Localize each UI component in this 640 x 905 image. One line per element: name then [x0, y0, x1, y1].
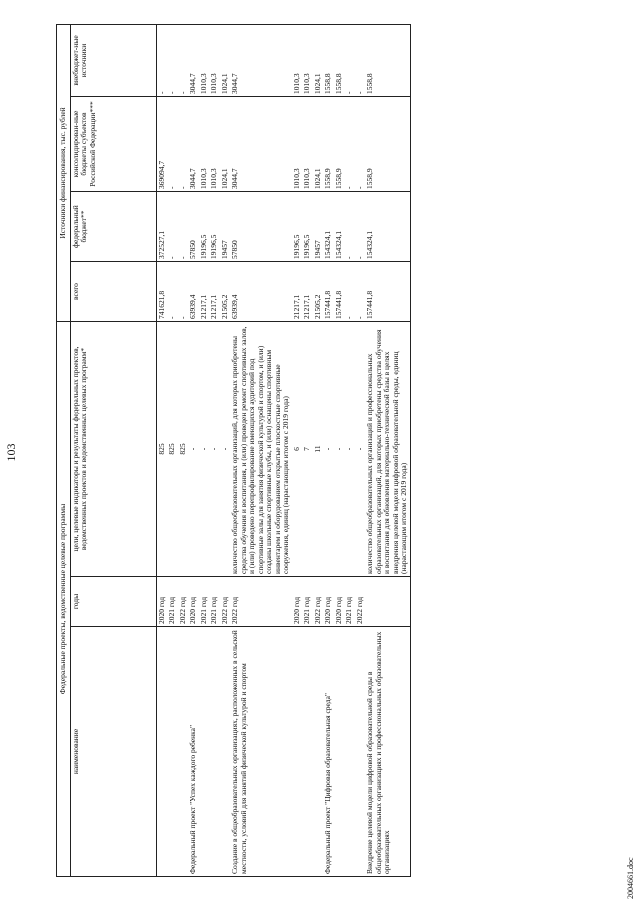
cell-name [167, 627, 178, 877]
funding-table [56, 24, 411, 877]
table-row [199, 24, 210, 876]
cell-federal: - [344, 192, 355, 262]
cell-year: 2022 год [355, 577, 366, 627]
table-row [209, 24, 220, 876]
cell-federal: 154324,1 [334, 192, 345, 262]
cell-total: 157441,8 [365, 262, 410, 322]
table-row [178, 24, 189, 876]
cell-extra: 1010,3 [302, 24, 313, 96]
cell-name [292, 627, 303, 877]
cell-federal: - [178, 192, 189, 262]
cell-total: 21505,2 [220, 262, 231, 322]
cell-goal: - [220, 322, 231, 577]
cell-name [334, 627, 345, 877]
cell-total: 21217,1 [292, 262, 303, 322]
cell-goal: 825 [156, 322, 167, 577]
table-row [292, 24, 303, 876]
cell-goal: - [188, 322, 199, 577]
cell-goal: - [199, 322, 210, 577]
cell-year: 2021 год [199, 577, 210, 627]
table-row [220, 24, 231, 876]
cell-federal: 154324,1 [365, 192, 410, 262]
cell-name [178, 627, 189, 877]
cell-federal: - [167, 192, 178, 262]
cell-name [355, 627, 366, 877]
header-years: годы [70, 577, 156, 627]
cell-extra: - [156, 24, 167, 96]
header-name: наименование [70, 627, 156, 877]
cell-extra: 1558,8 [365, 24, 410, 96]
cell-name [313, 627, 324, 877]
header-extra-budget: внебюджет-ные источники [70, 24, 156, 96]
cell-year: 2021 год [209, 577, 220, 627]
cell-federal: 372527,1 [156, 192, 167, 262]
table-row [323, 24, 334, 876]
cell-extra: - [344, 24, 355, 96]
cell-extra: - [178, 24, 189, 96]
cell-goal: 11 [313, 322, 324, 577]
cell-goal: - [323, 322, 334, 577]
cell-year: 2020 год [292, 577, 303, 627]
cell-extra: 3044,7 [188, 24, 199, 96]
cell-year [365, 577, 410, 627]
table-row [313, 24, 324, 876]
cell-name [220, 627, 231, 877]
cell-federal: 154324,1 [323, 192, 334, 262]
cell-total: 157441,8 [323, 262, 334, 322]
cell-name [209, 627, 220, 877]
cell-total: 157441,8 [334, 262, 345, 322]
header-funding-sources: Источники финансирования, тыс. рублей [57, 24, 71, 321]
cell-total: 63939,4 [188, 262, 199, 322]
cell-regional: - [178, 97, 189, 192]
footer-doc-name: 2004661.doc [626, 857, 635, 899]
cell-regional: - [355, 97, 366, 192]
header-federal-budget: федеральный бюджет** [70, 192, 156, 262]
cell-total: - [178, 262, 189, 322]
cell-regional: 1010,3 [199, 97, 210, 192]
cell-regional: 3044,7 [230, 97, 292, 192]
cell-year: 2020 год [188, 577, 199, 627]
cell-year: 2022 год [313, 577, 324, 627]
cell-extra: 3044,7 [230, 24, 292, 96]
cell-federal: 19196,5 [292, 192, 303, 262]
cell-regional: 1558,9 [334, 97, 345, 192]
cell-extra: - [167, 24, 178, 96]
table-row [230, 24, 292, 876]
cell-name: Внедрение целевой модели цифровой образовательной среды в общеобразовательных организациях и профессиональных образовательных организациях [365, 627, 410, 877]
cell-year: 2022 год [178, 577, 189, 627]
table-body [156, 24, 410, 876]
cell-goal: количество общеобразовательных организаций, для которых приобретены средства обучения и воспитания, и (или) проведен ремонт спортивных залов, и (или) проведено перепрофилирование имеющихся аудиторий под спортивные залы для занятия физической культурой и спортом, и (или) созданы школьные спортивные клубы, и (или) оснащены спортивным инвентарем и оборудованием открытые плоскостные спортивные сооружения, единиц (нарастающим итогом с 2019 года) [230, 322, 292, 577]
header-regional-budget: консолидирован-ные бюджеты субъектов Российской Федерации*** [70, 97, 156, 192]
cell-regional: 1024,1 [313, 97, 324, 192]
cell-goal: 825 [178, 322, 189, 577]
cell-year: 2020 год [323, 577, 334, 627]
cell-total: 21217,1 [209, 262, 220, 322]
cell-total: 21217,1 [302, 262, 313, 322]
cell-year: 2022 год [220, 577, 231, 627]
cell-goal: 825 [167, 322, 178, 577]
cell-regional: 1024,1 [220, 97, 231, 192]
cell-year: 2021 год [167, 577, 178, 627]
cell-year: 2022 год [230, 577, 292, 627]
cell-federal: 57850 [230, 192, 292, 262]
cell-goal: - [209, 322, 220, 577]
cell-federal: 19196,5 [209, 192, 220, 262]
cell-extra: 1010,3 [199, 24, 210, 96]
header-federal-projects: Федеральные проекты, ведомственные целевые программы [57, 322, 71, 877]
cell-extra: - [355, 24, 366, 96]
cell-federal: - [355, 192, 366, 262]
page-number: 103 [4, 443, 18, 462]
cell-name [302, 627, 313, 877]
cell-year: 2020 год [156, 577, 167, 627]
cell-extra: 1024,1 [313, 24, 324, 96]
cell-total: 21505,2 [313, 262, 324, 322]
cell-year: 2020 год [334, 577, 345, 627]
cell-regional: - [167, 97, 178, 192]
table-row [156, 24, 167, 876]
cell-regional: 3044,7 [188, 97, 199, 192]
cell-extra: 1558,8 [323, 24, 334, 96]
cell-federal: 19196,5 [302, 192, 313, 262]
table-row [334, 24, 345, 876]
header-goals: цели, целевые индикаторы и результаты федеральных проектов, ведомственных проектов и ведомственных целевых программ* [70, 322, 156, 577]
cell-goal: - [334, 322, 345, 577]
cell-goal: 7 [302, 322, 313, 577]
header-total: всего [70, 262, 156, 322]
cell-name: Федеральный проект "Успех каждого ребенка" [188, 627, 199, 877]
cell-name [344, 627, 355, 877]
table-row [344, 24, 355, 876]
cell-extra: 1010,3 [209, 24, 220, 96]
cell-year: 2021 год [344, 577, 355, 627]
cell-total: 741621,8 [156, 262, 167, 322]
cell-extra: 1024,1 [220, 24, 231, 96]
cell-regional: 369094,7 [156, 97, 167, 192]
cell-goal: 6 [292, 322, 303, 577]
cell-total: 21217,1 [199, 262, 210, 322]
table-row [355, 24, 366, 876]
cell-total: - [355, 262, 366, 322]
cell-regional: 1558,9 [365, 97, 410, 192]
cell-total: - [167, 262, 178, 322]
cell-regional: 1010,3 [209, 97, 220, 192]
cell-federal: 19457 [220, 192, 231, 262]
cell-federal: 19196,5 [199, 192, 210, 262]
cell-goal: количество общеобразовательных организаций и профессиональных образовательных организаций, для которых приобретены средства обучения и воспитания для обновления материально-технической базы в целях внедрения целевой модели цифровой образовательной среды, единиц (нарастающим итогом с 2019 года) [365, 322, 410, 577]
cell-total: 63939,4 [230, 262, 292, 322]
table-row [167, 24, 178, 876]
cell-year: 2021 год [302, 577, 313, 627]
cell-regional: - [344, 97, 355, 192]
cell-total: - [344, 262, 355, 322]
cell-name: Федеральный проект "Цифровая образовательная среда" [323, 627, 334, 877]
cell-federal: 19457 [313, 192, 324, 262]
cell-extra: 1558,8 [334, 24, 345, 96]
cell-goal: - [355, 322, 366, 577]
table-row [365, 24, 410, 876]
cell-regional: 1010,3 [292, 97, 303, 192]
cell-name [156, 627, 167, 877]
table-row [302, 24, 313, 876]
cell-regional: 1558,9 [323, 97, 334, 192]
cell-federal: 57850 [188, 192, 199, 262]
cell-extra: 1010,3 [292, 24, 303, 96]
cell-name [199, 627, 210, 877]
table-row [188, 24, 199, 876]
cell-name: Создание в общеобразовательных организациях, расположенных в сельской местности, условий для занятий физической культурой и спортом [230, 627, 292, 877]
cell-regional: 1010,3 [302, 97, 313, 192]
cell-goal: - [344, 322, 355, 577]
